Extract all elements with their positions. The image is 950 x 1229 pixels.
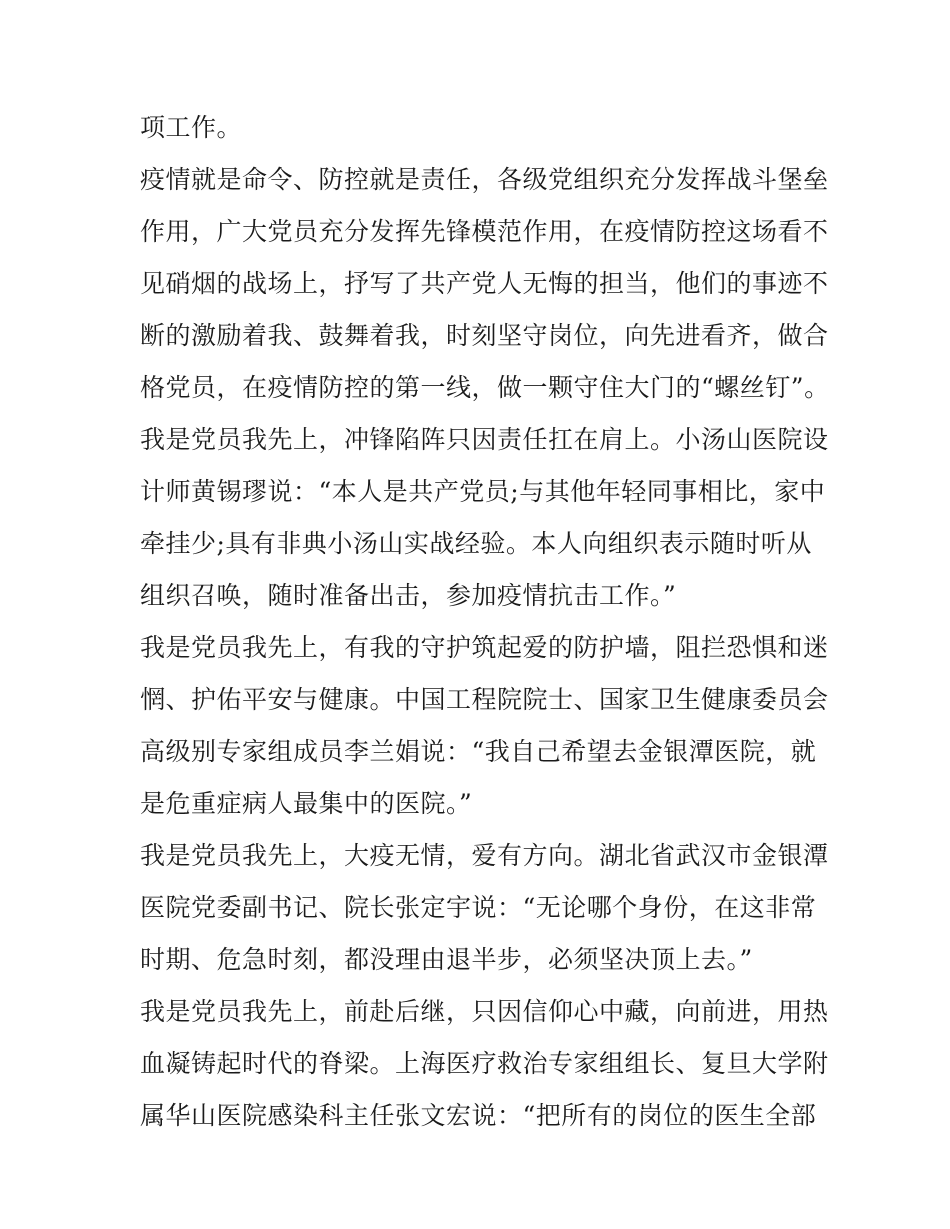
text-line: 属华山医院感染科主任张文宏说：“把所有的岗位的医生全部 bbox=[140, 1101, 817, 1130]
text-line: 我是党员我先上，前赴后继，只因信仰心中藏，向前进，用热 bbox=[140, 997, 829, 1026]
text-line: 高级别专家组成员李兰娟说：“我自己希望去金银潭医院，就 bbox=[140, 737, 817, 766]
text-line: 项工作。 bbox=[140, 113, 243, 142]
text-line: 牵挂少;具有非典小汤山实战经验。本人向组织表示随时听从 bbox=[140, 529, 812, 558]
text-line: 血凝铸起时代的脊梁。上海医疗救治专家组组长、复旦大学附 bbox=[140, 1049, 829, 1078]
text-line: 我是党员我先上，有我的守护筑起爱的防护墙，阻拦恐惧和迷 bbox=[140, 633, 829, 662]
text-line: 计师黄锡璆说：“本人是共产党员;与其他年轻同事相比，家中 bbox=[140, 477, 826, 506]
text-line: 组织召唤，随时准备出击，参加疫情抗击工作。” bbox=[140, 581, 677, 610]
text-line: 我是党员我先上，大疫无情，爱有方向。湖北省武汉市金银潭 bbox=[140, 841, 829, 870]
text-line: 惘、护佑平安与健康。中国工程院院士、国家卫生健康委员会 bbox=[140, 685, 829, 714]
text-line: 见硝烟的战场上，抒写了共产党人无悔的担当，他们的事迹不 bbox=[140, 269, 829, 298]
text-line: 疫情就是命令、防控就是责任，各级党组织充分发挥战斗堡垒 bbox=[140, 165, 829, 194]
text-line: 我是党员我先上，冲锋陷阵只因责任扛在肩上。小汤山医院设 bbox=[140, 425, 829, 454]
text-line: 医院党委副书记、院长张定宇说：“无论哪个身份，在这非常 bbox=[140, 893, 817, 922]
text-line: 断的激励着我、鼓舞着我，时刻坚守岗位，向先进看齐，做合 bbox=[140, 321, 829, 350]
text-line: 作用，广大党员充分发挥先锋模范作用，在疫情防控这场看不 bbox=[140, 217, 829, 246]
text-line: 格党员，在疫情防控的第一线，做一颗守住大门的“螺丝钉”。 bbox=[140, 373, 830, 402]
text-line: 是危重症病人最集中的医院。” bbox=[140, 789, 473, 818]
text-line: 时期、危急时刻，都没理由退半步，必须坚决顶上去。” bbox=[140, 945, 753, 974]
